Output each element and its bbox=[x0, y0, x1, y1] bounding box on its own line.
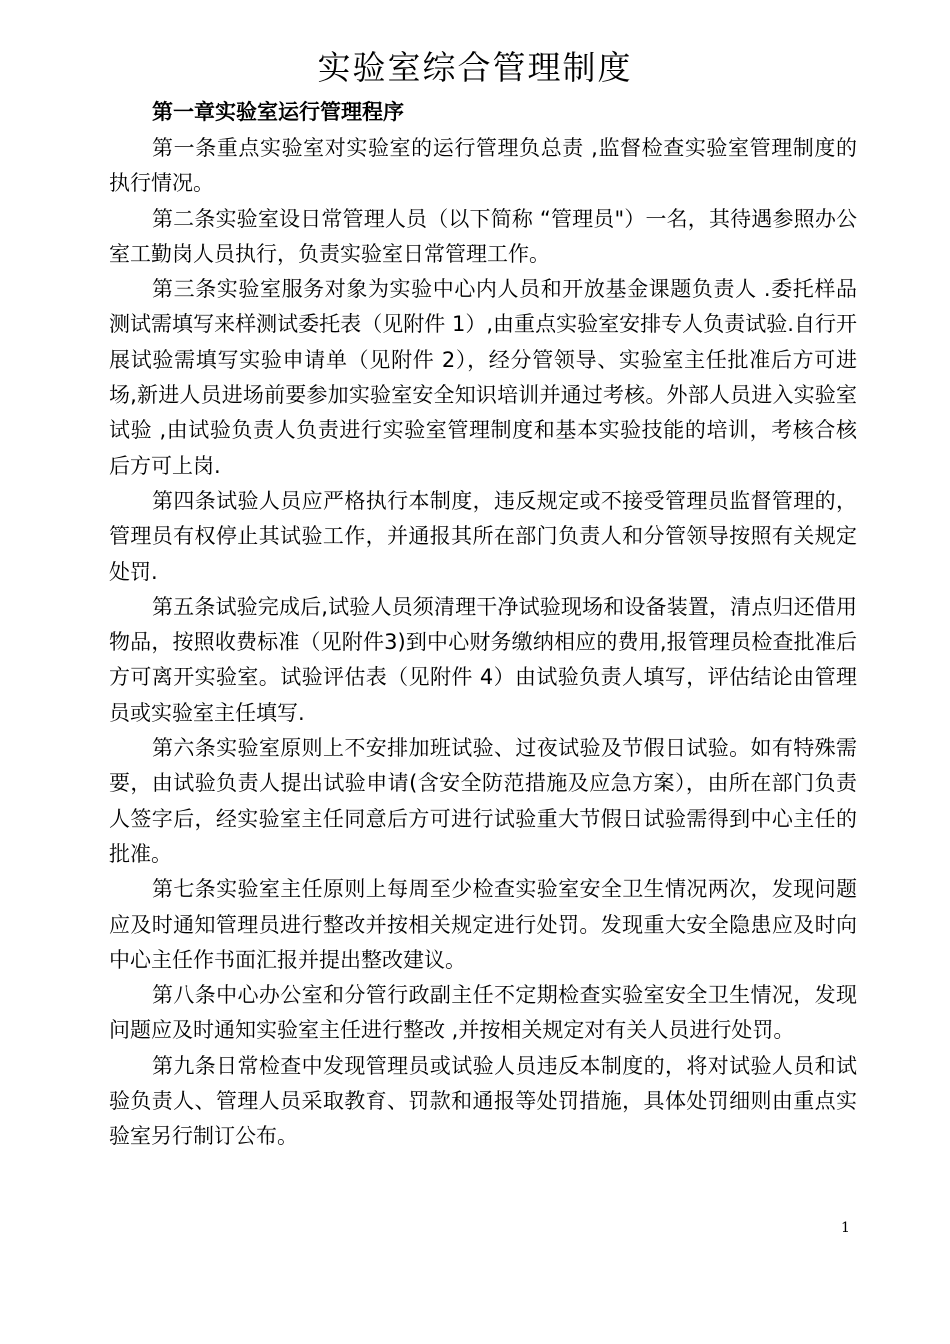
document-body bbox=[109, 131, 857, 1155]
article-4-paragraph: 第四条试验人员应严格执行本制度，违反规定或不接受管理员监督管理的，管理员有权停止其试验工作，并通报其所在部门负责人和分管领导按照有关规定处罚. bbox=[109, 488, 857, 584]
document-title: 实验室综合管理制度 bbox=[317, 48, 633, 87]
article-5-paragraph: 第五条试验完成后,试验人员须清理干净试验现场和设备装置，清点归还借用物品，按照收费标准（见附件3)到中心财务缴纳相应的费用,报管理员检查批准后方可离开实验室。试验评估表（见附件 4）由试验负责人填写，评估结论由管理员或实验室主任填写. bbox=[109, 594, 857, 725]
article-3-paragraph: 第三条实验室服务对象为实验中心内人员和开放基金课题负责人 .委托样品测试需填写来样测试委托表（见附件 1）,由重点实验室安排专人负责试验.自行开展试验需填写实验申请单（见附件 2），经分管领导、实验室主任批准后方可进场,新进人员进场前要参加实验室安全知识培训并通过考核。外部人员进入实验室试验 ,由试验负责人负责进行实验室管理制度和基本实验技能的培训，考核合核后方可上岗. bbox=[109, 277, 857, 478]
article-2-paragraph: 第二条实验室设日常管理人员（以下简称 “管理员"）一名，其待遇参照办公室工勤岗人员执行，负责实验室日常管理工作。 bbox=[109, 206, 857, 266]
article-1-paragraph: 第一条重点实验室对实验室的运行管理负总责 ,监督检查实验室管理制度的执行情况。 bbox=[109, 136, 857, 196]
chapter-heading: 第一章实验室运行管理程序 bbox=[152, 100, 404, 124]
article-6-paragraph: 第六条实验室原则上不安排加班试验、过夜试验及节假日试验。如有特殊需要，由试验负责人提出试验申请(含安全防范措施及应急方案），由所在部门负责人签字后，经实验室主任同意后方可进行试验重大节假日试验需得到中心主任的批准。 bbox=[109, 736, 857, 866]
article-9-paragraph: 第九条日常检查中发现管理员或试验人员违反本制度的，将对试验人员和试验负责人、管理人员采取教育、罚款和通报等处罚措施，具体处罚细则由重点实验室另行制订公布。 bbox=[109, 1053, 857, 1149]
article-7-paragraph: 第七条实验室主任原则上每周至少检查实验室安全卫生情况两次，发现问题应及时通知管理员进行整改并按相关规定进行处罚。发现重大安全隐患应及时向中心主任作书面汇报并提出整改建议。 bbox=[109, 877, 857, 972]
article-8-paragraph: 第八条中心办公室和分管行政副主任不定期检查实验室安全卫生情况，发现问题应及时通知实验室主任进行整改 ,并按相关规定对有关人员进行处罚。 bbox=[109, 983, 857, 1043]
page-number: 1 bbox=[841, 1220, 850, 1236]
